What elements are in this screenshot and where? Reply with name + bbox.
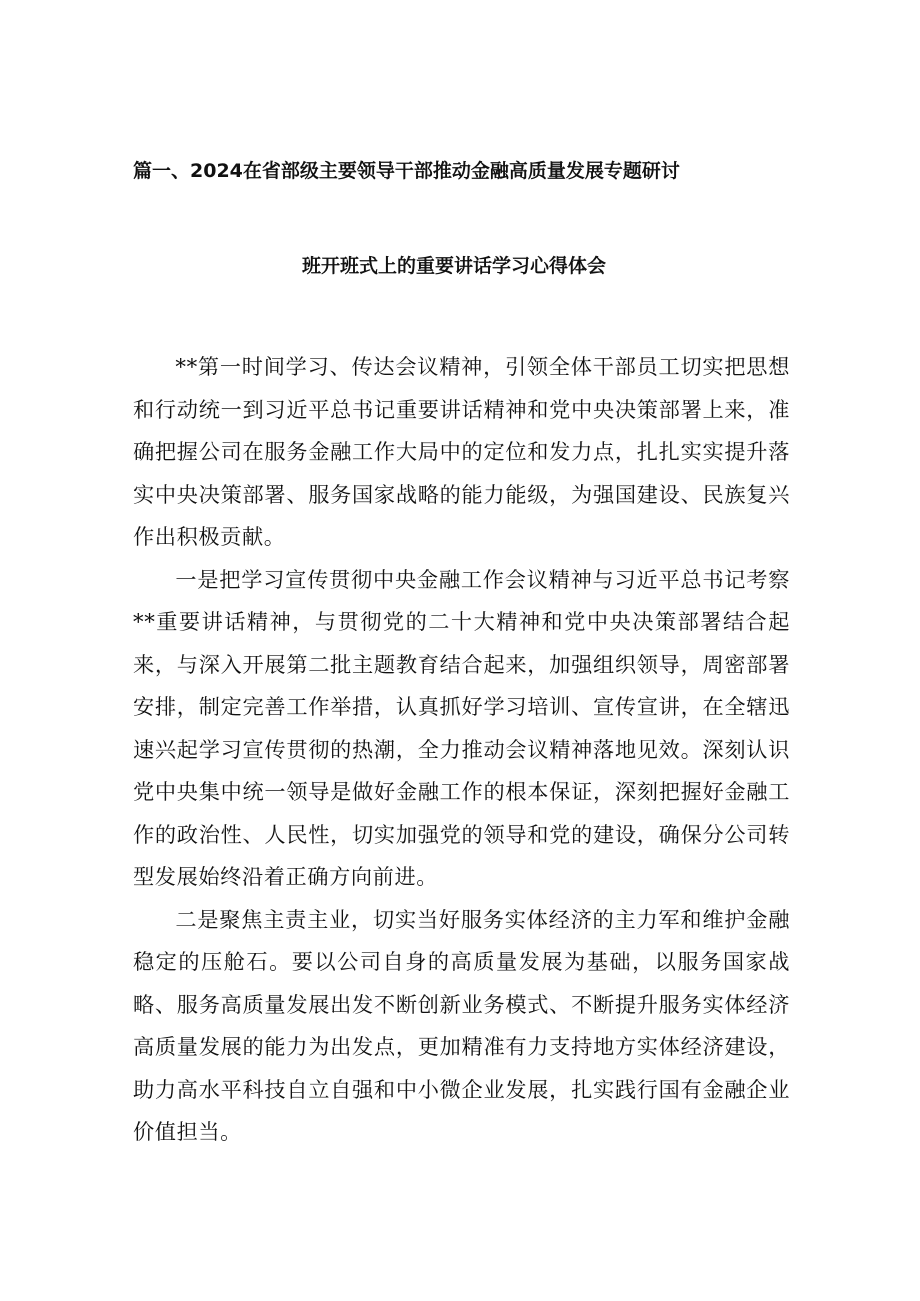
paragraph-point-one: 一是把学习宣传贯彻中央金融工作会议精神与习近平总书记考察**重要讲话精神，与贯彻党的二十大精神和党中央决策部署结合起来，与深入开展第二批主题教育结合起来，加强组织领导，周密部署安排，制定完善工作举措，认真抓好学习培训、宣传宣讲，在全辖迅速兴起学习宣传贯彻的热潮，全力推动会议精神落地见效。深刻认识党中央集中统一领导是做好金融工作的根本保证，深刻把握好金融工作的政治性、人民性，切实加强党的领导和党的建设，确保分公司转型发展始终沿着正确方向前进。 <box>133 566 790 889</box>
paragraph-intro: **第一时间学习、传达会议精神，引领全体干部员工切实把思想和行动统一到习近平总书记重要讲话精神和党中央决策部署上来，准确把握公司在服务金融工作大局中的定位和发力点，扎扎实实提升落实中央决策部署、服务国家战略的能力能级，为强国建设、民族复兴作出积极贡献。 <box>133 354 790 549</box>
document-title-line-1: 篇一、2024在省部级主要领导干部推动金融高质量发展专题研讨 <box>133 160 680 182</box>
document-body <box>133 346 790 1154</box>
paragraph-point-two: 二是聚焦主责主业，切实当好服务实体经济的主力军和维护金融稳定的压舱石。要以公司自身的高质量发展为基础，以服务国家战略、服务高质量发展出发不断创新业务模式、不断提升服务实体经济高质量发展的能力为出发点，更加精准有力支持地方实体经济建设，助力高水平科技自立自强和中小微企业发展，扎实践行国有金融企业价值担当。 <box>133 906 790 1144</box>
document-title-line-2: 班开班式上的重要讲话学习心得体会 <box>301 255 606 277</box>
